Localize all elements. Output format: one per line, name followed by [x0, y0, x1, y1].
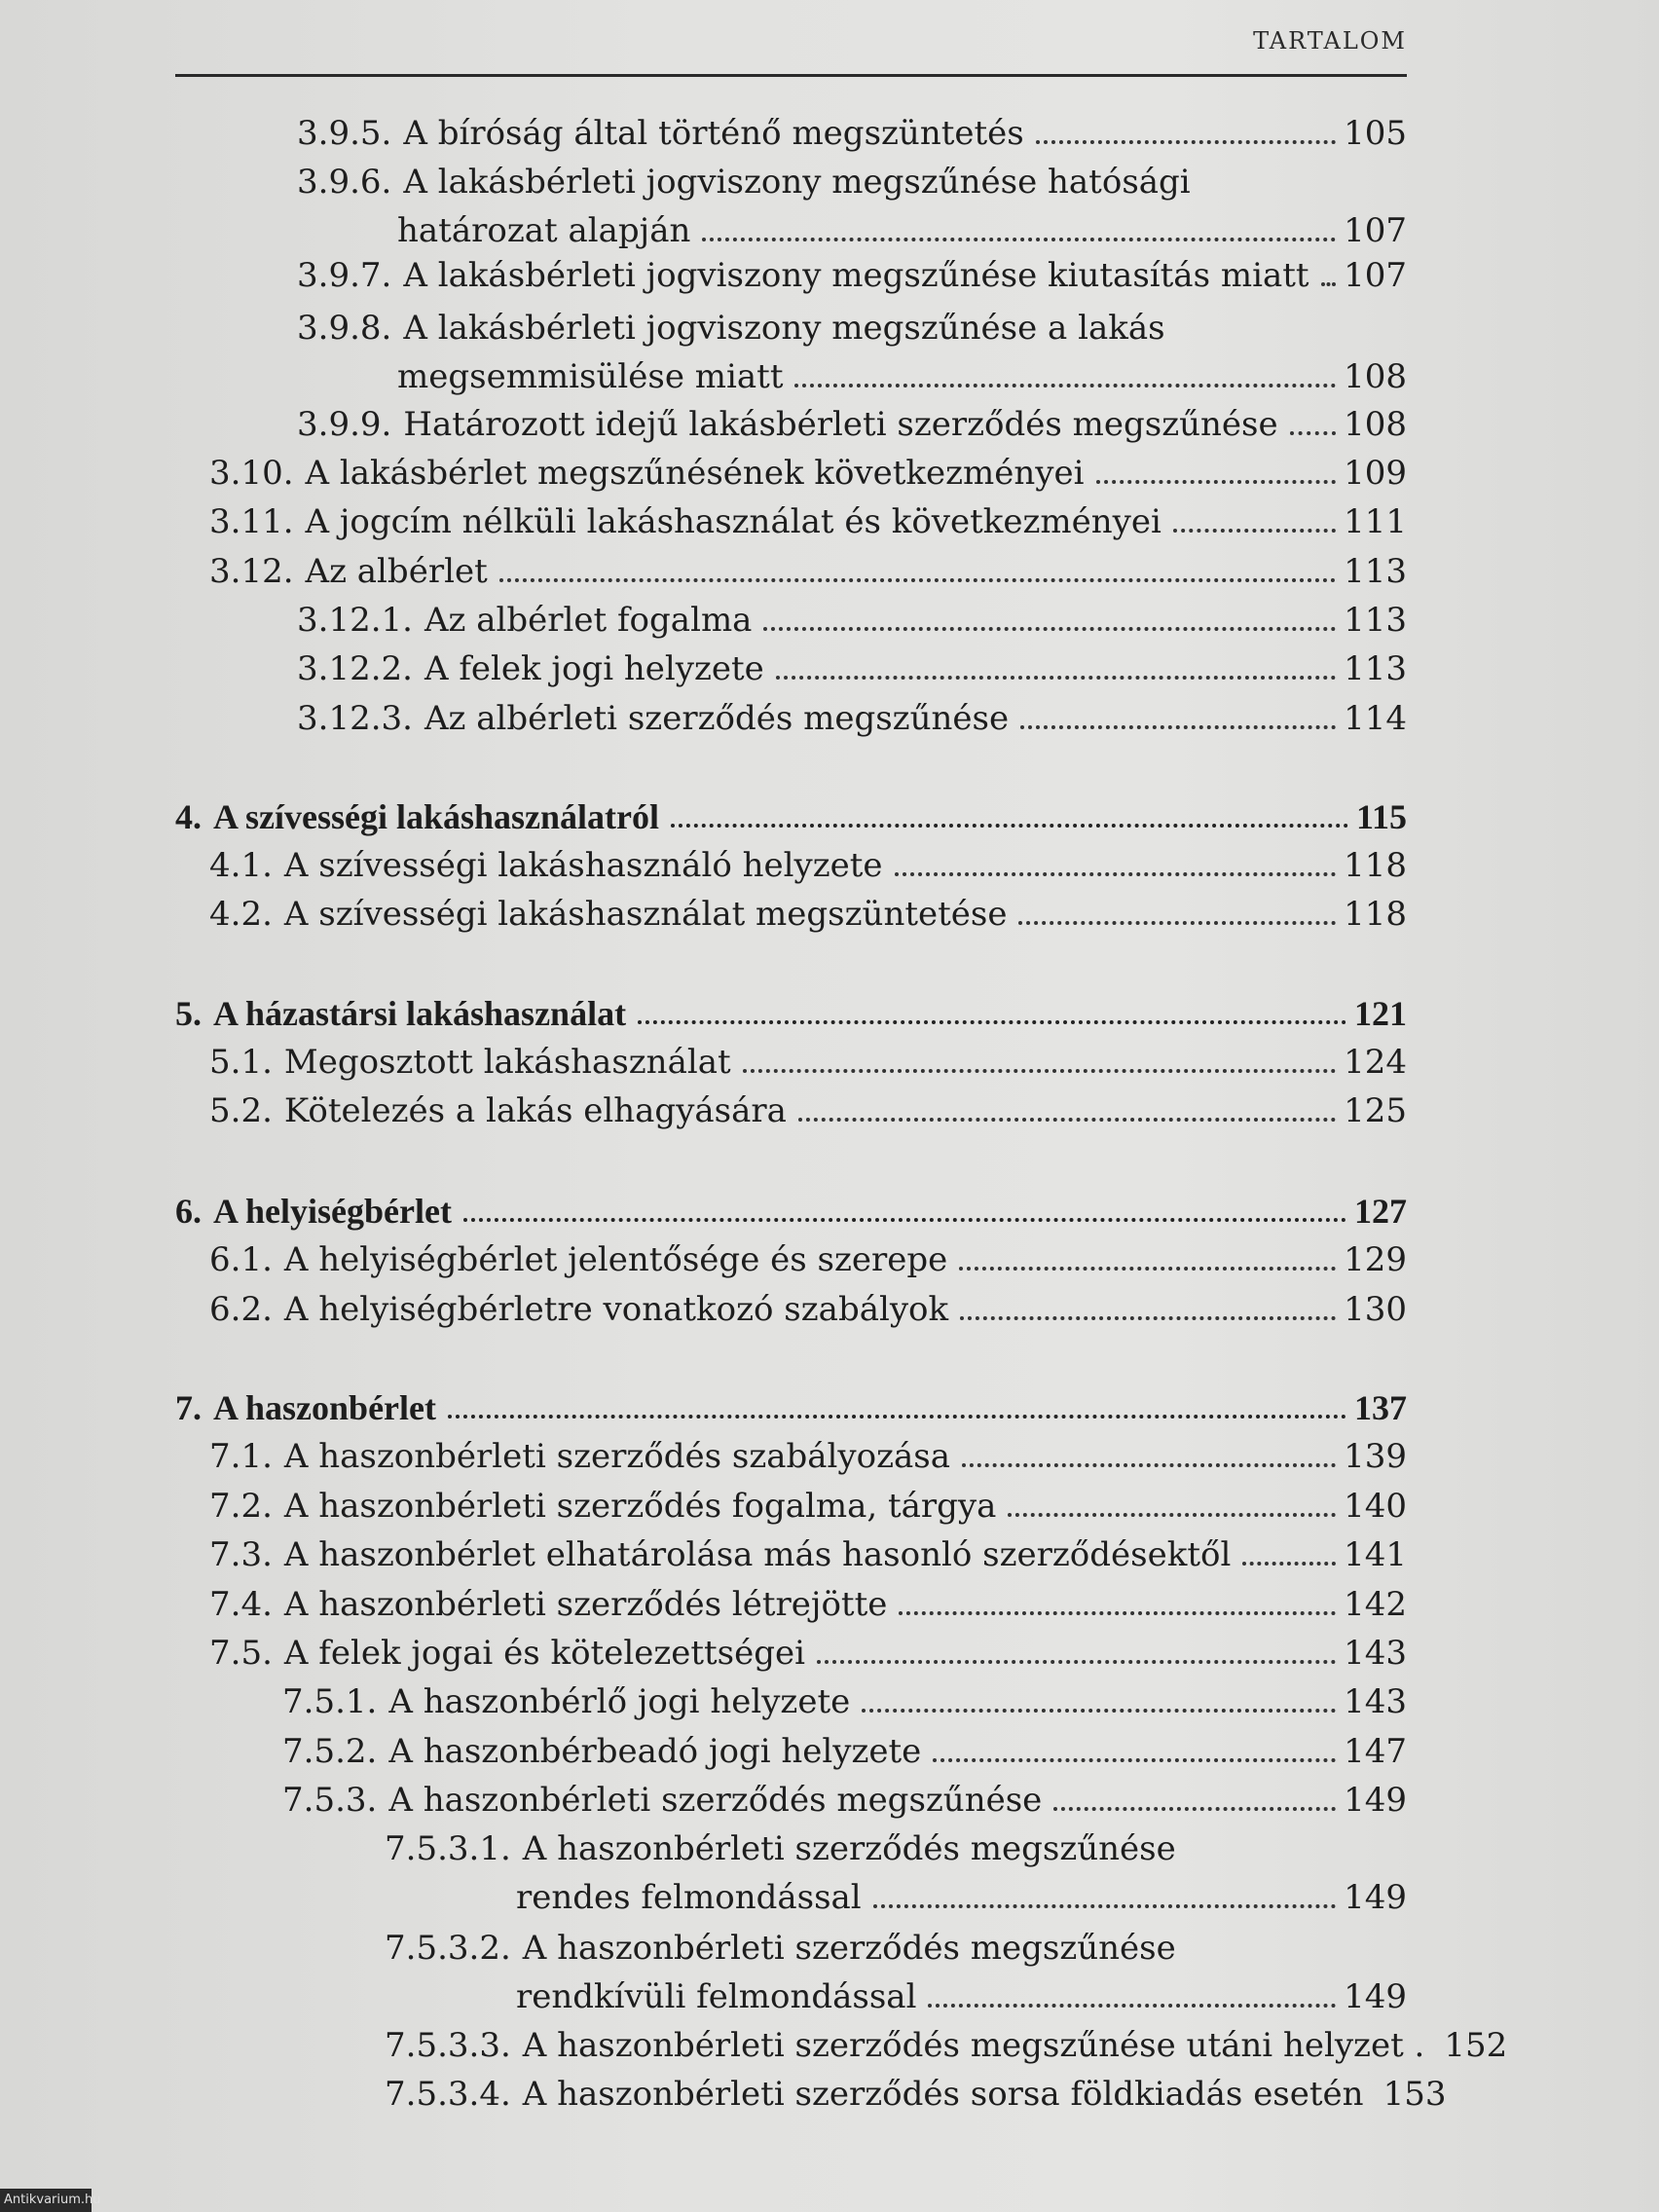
- leader-dots: [1036, 140, 1336, 144]
- toc-entry-title: A szívességi lakáshasználó helyzete: [283, 846, 883, 885]
- toc-entry-number: 3.12.3.: [297, 699, 413, 738]
- toc-entry-number: 7.5.3.4.: [385, 2075, 511, 2114]
- toc-page-number: 115: [1355, 797, 1407, 836]
- toc-page-number: 130: [1344, 1290, 1407, 1329]
- toc-entry-number: 7.3.: [209, 1535, 273, 1574]
- toc-entry[interactable]: [516, 1976, 1407, 2017]
- toc-page-number: 142: [1344, 1585, 1407, 1624]
- toc-entry-title: A felek jogi helyzete: [424, 649, 764, 688]
- toc-page-number: 107: [1344, 256, 1407, 295]
- toc-entry[interactable]: [397, 210, 1407, 251]
- toc-page-number: 143: [1344, 1682, 1407, 1721]
- toc-page-number: 149: [1344, 1878, 1407, 1917]
- toc-entry-number: 3.9.9.: [297, 405, 392, 444]
- leader-dots: [959, 1267, 1336, 1271]
- toc-entry-title: A haszonbérleti szerződés fogalma, tárgya: [283, 1487, 997, 1526]
- toc-entry-number: 7.5.3.2.: [385, 1929, 511, 1968]
- toc-page-number: 118: [1344, 895, 1407, 934]
- toc-page-number: 137: [1354, 1388, 1407, 1427]
- leader-dots: [862, 1709, 1336, 1713]
- toc-page-number: 107: [1344, 211, 1407, 250]
- toc-entry[interactable]: [209, 453, 1407, 494]
- toc-entry-number: 7.: [175, 1388, 202, 1427]
- toc-entry[interactable]: [516, 1877, 1407, 1918]
- toc-entry-title: A helyiségbérletre vonatkozó szabályok: [283, 1290, 949, 1329]
- toc-page-number: 109: [1344, 454, 1407, 493]
- toc-page-number: 129: [1344, 1240, 1407, 1279]
- toc-entry-number: 7.4.: [209, 1585, 273, 1624]
- leader-dots: [1053, 1807, 1336, 1811]
- leader-dots: [702, 238, 1336, 241]
- toc-entry-number: 5.: [175, 994, 202, 1033]
- toc-page-number: 141: [1344, 1535, 1407, 1574]
- toc-page-number: 105: [1344, 114, 1407, 153]
- toc-entry-number: 7.5.2.: [282, 1732, 378, 1771]
- toc-entry-title: A haszonbérleti szerződés megszűnése: [388, 1781, 1043, 1820]
- toc-chapter[interactable]: [175, 993, 1407, 1034]
- toc-page-number: 124: [1344, 1043, 1407, 1082]
- toc-entry-title-continued: határozat alapján: [397, 211, 691, 250]
- toc-entry-number: 7.5.3.1.: [385, 1829, 511, 1868]
- leader-dots: [798, 1118, 1336, 1122]
- toc-entry-number: 3.11.: [209, 502, 294, 541]
- toc-entry-line1: [297, 308, 1165, 349]
- toc-entry-title: A haszonbérbeadó jogi helyzete: [388, 1732, 922, 1771]
- toc-page-number: 153: [1382, 2075, 1447, 2114]
- toc-entry[interactable]: [297, 600, 1407, 641]
- toc-page-number: 113: [1344, 552, 1407, 591]
- toc-entry-number: 3.12.1.: [297, 601, 413, 640]
- running-header: [175, 23, 1407, 77]
- toc-entry[interactable]: [297, 404, 1407, 445]
- toc-entry-title-continued: megsemmisülése miatt: [397, 357, 784, 396]
- leader-dots: [1020, 725, 1336, 729]
- toc-entry-title: A haszonbérleti szerződés megszűnése: [522, 1929, 1176, 1968]
- toc-entry[interactable]: [209, 551, 1407, 592]
- toc-page-number: 113: [1344, 601, 1407, 640]
- toc-chapter[interactable]: [175, 1387, 1407, 1428]
- toc-entry-title: Határozott idejű lakásbérleti szerződés megszűnése: [403, 405, 1278, 444]
- toc-page-number: 114: [1344, 699, 1407, 738]
- toc-entry-title-continued: rendes felmondással: [516, 1878, 862, 1917]
- leader-dots: [1018, 921, 1336, 925]
- leader-dots: [499, 578, 1336, 582]
- toc-entry-number: 3.9.8.: [297, 309, 392, 348]
- toc-page-number: 113: [1344, 649, 1407, 688]
- toc-page-number: 139: [1344, 1437, 1407, 1476]
- toc-entry-title: Kötelezés a lakás elhagyására: [283, 1091, 787, 1130]
- toc-entry[interactable]: [209, 1534, 1407, 1575]
- toc-entry-title: A lakásbérleti jogviszony megszűnése a lakás: [403, 309, 1165, 348]
- leader-dots: [873, 1904, 1336, 1908]
- toc-entry[interactable]: [209, 1090, 1407, 1131]
- toc-entry-number: 3.9.7.: [297, 256, 392, 295]
- toc-entry-title: A haszonbérlet elhatárolása más hasonló szerződésektől: [283, 1535, 1232, 1574]
- toc-entry-number: 7.5.3.: [282, 1781, 378, 1820]
- toc-entry[interactable]: [397, 356, 1407, 397]
- toc-page-number: 121: [1354, 994, 1407, 1033]
- toc-entry-title: A bíróság által történő megszüntetés: [403, 114, 1024, 153]
- toc-entry[interactable]: [297, 648, 1407, 689]
- toc-entry-number: 4.: [175, 797, 202, 836]
- toc-entry-title: A haszonbérleti szerződés létrejötte: [283, 1585, 888, 1624]
- toc-entry-title: A szívességi lakáshasználat megszüntetése: [283, 895, 1008, 934]
- toc-entry[interactable]: [209, 1486, 1407, 1527]
- toc-entry-title: A lakásbérlet megszűnésének következményei: [305, 454, 1085, 493]
- leader-dots: [776, 676, 1336, 680]
- toc-entry[interactable]: [209, 845, 1407, 886]
- toc-page-number: 111: [1344, 502, 1407, 541]
- leader-dots: [817, 1660, 1336, 1664]
- toc-entry-number: 5.1.: [209, 1043, 273, 1082]
- toc-entry-number: 6.2.: [209, 1290, 273, 1329]
- leader-dots: [899, 1611, 1336, 1615]
- toc-entry[interactable]: [282, 1780, 1407, 1821]
- toc-entry-number: 3.10.: [209, 454, 294, 493]
- toc-entry-title: A helyiségbérlet jelentősége és szerepe: [283, 1240, 948, 1279]
- toc-page-number: 127: [1354, 1192, 1407, 1231]
- toc-entry[interactable]: [385, 2025, 1508, 2066]
- toc-entry-number: 7.5.1.: [282, 1682, 378, 1721]
- toc-entry-title: A felek jogai és kötelezettségei: [283, 1634, 806, 1673]
- toc-page-number: 118: [1344, 846, 1407, 885]
- toc-entry-line1: [385, 1928, 1176, 1969]
- toc-page-number: 143: [1344, 1634, 1407, 1673]
- toc-entry[interactable]: [209, 1436, 1407, 1477]
- leader-dots: [1290, 431, 1336, 435]
- toc-entry[interactable]: [209, 1239, 1407, 1280]
- leader-dots: [960, 1316, 1336, 1320]
- header-title: TARTALOM: [1253, 27, 1407, 55]
- toc-entry-number: 7.5.: [209, 1634, 273, 1673]
- toc-entry-number: 3.9.5.: [297, 114, 392, 153]
- watermark: Antikvarium.hu: [0, 2189, 92, 2212]
- toc-page-number: 152: [1444, 2026, 1508, 2065]
- toc-entry-line1: [385, 1828, 1176, 1869]
- leader-dots: [463, 1218, 1346, 1222]
- toc-entry-number: 5.2.: [209, 1091, 273, 1130]
- leader-dots: [962, 1463, 1336, 1467]
- toc-entry-title: A szívességi lakáshasználatról: [213, 797, 660, 836]
- leader-dots: [1242, 1562, 1336, 1566]
- toc-entry-title: A lakásbérleti jogviszony megszűnése kiutasítás miatt: [403, 256, 1309, 295]
- leader-dots: [1096, 480, 1337, 484]
- toc-entry-title: A jogcím nélküli lakáshasználat és következményei: [305, 502, 1161, 541]
- toc-page-number: 147: [1344, 1732, 1407, 1771]
- toc-entry-title: A helyiségbérlet: [213, 1192, 452, 1231]
- toc-entry[interactable]: [209, 1584, 1407, 1625]
- toc-page-number: 149: [1344, 1977, 1407, 2016]
- toc-entry[interactable]: [209, 1633, 1407, 1674]
- leader-dots: [933, 1758, 1336, 1762]
- toc-entry-title: A haszonbérleti szerződés megszűnése: [522, 1829, 1176, 1868]
- leader-dots: [763, 627, 1336, 631]
- toc-entry[interactable]: [209, 894, 1407, 935]
- toc-entry-title: Megosztott lakáshasználat: [283, 1043, 731, 1082]
- toc-entry[interactable]: [385, 2074, 1447, 2115]
- toc-entry-title: Az albérlet: [305, 552, 488, 591]
- toc-page-number: 108: [1344, 357, 1407, 396]
- toc-entry-number: 7.2.: [209, 1487, 273, 1526]
- leader-dots: [1008, 1513, 1336, 1517]
- toc-entry-number: 4.1.: [209, 846, 273, 885]
- toc-entry-title: A haszonbérlet: [213, 1388, 436, 1427]
- toc-entry[interactable]: [297, 113, 1407, 154]
- toc-entry[interactable]: [282, 1731, 1407, 1772]
- leader-dots: [671, 824, 1348, 828]
- leader-dots: [1321, 282, 1337, 286]
- toc-entry-number: 7.1.: [209, 1437, 273, 1476]
- toc-entry-title: A haszonbérlő jogi helyzete: [388, 1682, 851, 1721]
- toc-entry-number: 6.1.: [209, 1240, 273, 1279]
- toc-page-number: 108: [1344, 405, 1407, 444]
- toc-page-number: 125: [1344, 1091, 1407, 1130]
- toc-entry-title: A haszonbérleti szerződés szabályozása: [283, 1437, 951, 1476]
- toc-entry[interactable]: [297, 698, 1407, 739]
- leader-dots: [794, 384, 1336, 387]
- toc-entry-number: 6.: [175, 1192, 202, 1231]
- toc-entry-number: 4.2.: [209, 895, 273, 934]
- toc-chapter[interactable]: [175, 1191, 1407, 1232]
- toc-entry[interactable]: [209, 1289, 1407, 1330]
- toc-entry-title: Az albérlet fogalma: [424, 601, 753, 640]
- toc-entry-title-continued: rendkívüli felmondással: [516, 1977, 917, 2016]
- toc-entry[interactable]: [209, 501, 1407, 542]
- toc-entry[interactable]: [209, 1042, 1407, 1083]
- toc-chapter[interactable]: [175, 796, 1407, 837]
- toc-entry[interactable]: [297, 255, 1407, 296]
- toc-entry-title: A lakásbérleti jogviszony megszűnése hatósági: [403, 163, 1191, 202]
- toc-entry-number: 3.9.6.: [297, 163, 392, 202]
- toc-entry[interactable]: [282, 1681, 1407, 1722]
- leader-dots: [638, 1020, 1346, 1024]
- toc-page-number: 140: [1344, 1487, 1407, 1526]
- toc-entry-number: 7.5.3.3.: [385, 2026, 511, 2065]
- leader-dots: [895, 872, 1337, 876]
- leader-dots: [448, 1415, 1346, 1419]
- toc-entry-line1: [297, 162, 1191, 203]
- toc-entry-number: 3.12.: [209, 552, 294, 591]
- toc-entry-title: Az albérleti szerződés megszűnése: [424, 699, 1010, 738]
- leader-dots: [743, 1069, 1336, 1073]
- toc-page-number: 149: [1344, 1781, 1407, 1820]
- toc-entry-title: A haszonbérleti szerződés sorsa földkiadás esetén: [522, 2075, 1364, 2114]
- leader-dots: [928, 2004, 1336, 2008]
- toc-entry-title: A házastársi lakáshasználat: [213, 994, 627, 1033]
- toc-entry-title: A haszonbérleti szerződés megszűnése utáni helyzet .: [522, 2026, 1425, 2065]
- leader-dots: [1173, 529, 1336, 533]
- toc-entry-number: 3.12.2.: [297, 649, 413, 688]
